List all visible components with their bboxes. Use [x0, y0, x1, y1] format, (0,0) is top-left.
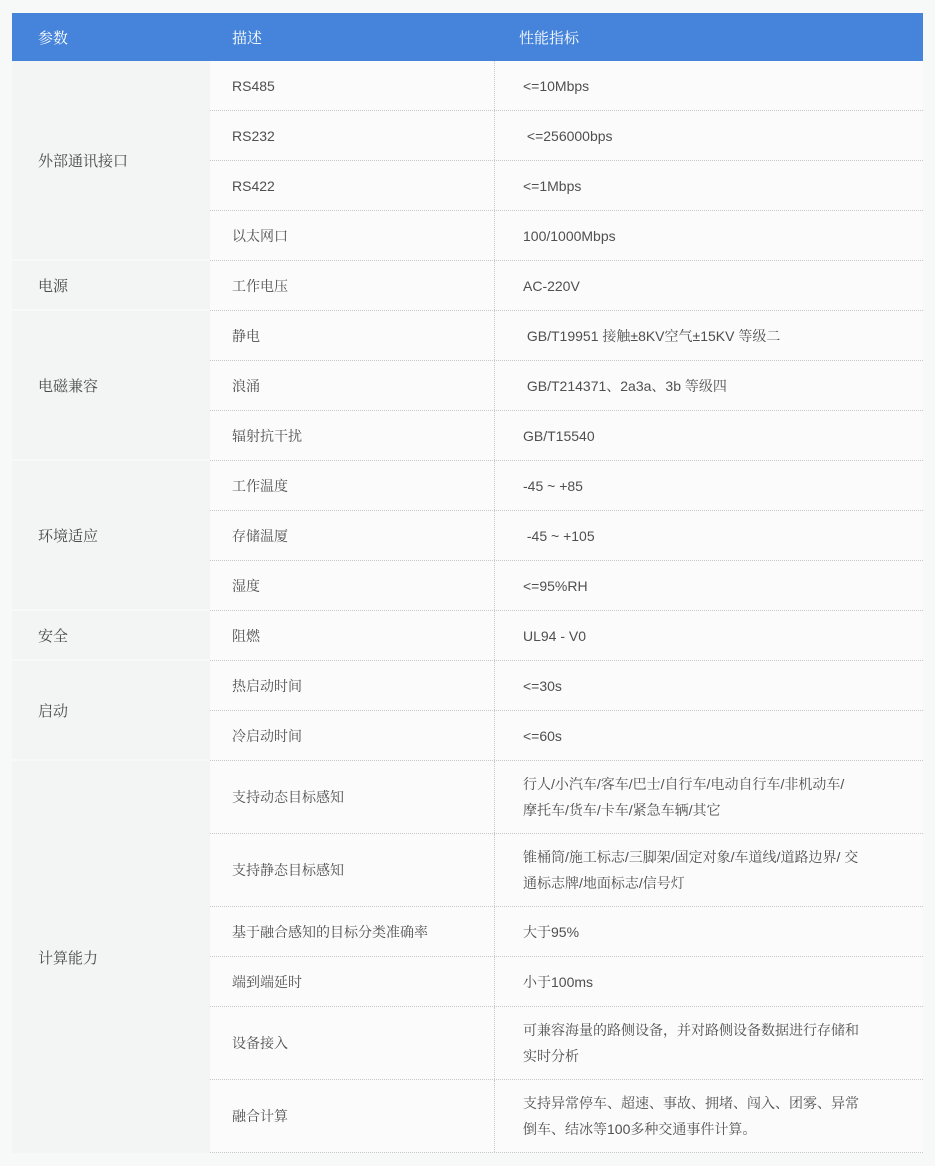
- param-cell: 电源: [12, 261, 210, 311]
- spec-group: [12, 261, 923, 311]
- value-cell: <=30s: [523, 677, 562, 694]
- desc-cell: 存储温厦: [210, 511, 495, 560]
- group-rows: [210, 61, 923, 261]
- spec-group: [12, 661, 923, 761]
- value-cell: AC-220V: [523, 277, 580, 294]
- desc-cell: 阻燃: [210, 611, 495, 660]
- value-cell: GB/T15540: [523, 427, 595, 444]
- desc-cell: RS485: [210, 61, 495, 110]
- desc-cell: 静电: [210, 311, 495, 360]
- value-cell: -45 ~ +85: [523, 477, 583, 494]
- value-cell: 行人/小汽车/客车/巴士/自行车/电动自行车/非机动车/ 摩托车/货车/卡车/紧急车辆/其它: [523, 776, 849, 818]
- table-row: [210, 261, 923, 311]
- table-body: [12, 61, 923, 1153]
- spec-group: [12, 61, 923, 261]
- desc-cell: 冷启动时间: [210, 711, 495, 760]
- param-cell: 环境适应: [12, 461, 210, 611]
- table-row: [210, 561, 923, 611]
- table-row: [210, 834, 923, 907]
- table-row: [210, 311, 923, 361]
- param-cell: 外部通讯接口: [12, 61, 210, 261]
- spec-group: [12, 461, 923, 611]
- value-cell: <=95%RH: [523, 577, 588, 594]
- desc-cell: 热启动时间: [210, 661, 495, 710]
- desc-cell: 浪涌: [210, 361, 495, 410]
- value-cell: <=1Mbps: [523, 177, 582, 194]
- desc-cell: 融合计算: [210, 1080, 495, 1152]
- desc-cell: 支持动态目标感知: [210, 761, 495, 833]
- column-header-param: 参数: [38, 29, 69, 47]
- table-row: [210, 211, 923, 261]
- group-rows: [210, 311, 923, 461]
- column-header-desc: 描述: [232, 29, 263, 47]
- column-header-value: 性能指标: [519, 29, 580, 47]
- value-cell: 小于100ms: [523, 973, 594, 990]
- desc-cell: 工作电压: [210, 261, 495, 310]
- desc-cell: 工作温度: [210, 461, 495, 510]
- table-row: [210, 957, 923, 1007]
- value-cell: <=10Mbps: [523, 77, 590, 94]
- table-row: [210, 111, 923, 161]
- table-row: [210, 61, 923, 111]
- desc-cell: 以太网口: [210, 211, 495, 260]
- desc-cell: RS422: [210, 161, 495, 210]
- value-cell: <=60s: [523, 727, 562, 744]
- table-row: [210, 761, 923, 834]
- spec-group: [12, 611, 923, 661]
- table-row: [210, 511, 923, 561]
- desc-cell: 支持静态目标感知: [210, 834, 495, 906]
- desc-cell: RS232: [210, 111, 495, 160]
- table-row: [210, 411, 923, 461]
- table-row: [210, 661, 923, 711]
- value-cell: 可兼容海量的路侧设备，并对路侧设备数据进行存储和实时分析: [523, 1022, 859, 1064]
- table-row: [210, 907, 923, 957]
- table-row: [210, 711, 923, 761]
- group-rows: [210, 661, 923, 761]
- desc-cell: 设备接入: [210, 1007, 495, 1079]
- value-cell: 100/1000Mbps: [523, 227, 616, 244]
- value-cell: 锥桶筒/施工标志/三脚架/固定对象/车道线/道路边界/ 交通标志牌/地面标志/信号灯: [523, 849, 859, 891]
- param-cell: 电磁兼容: [12, 311, 210, 461]
- group-rows: [210, 261, 923, 311]
- desc-cell: 湿度: [210, 561, 495, 610]
- table-header-row: [12, 13, 923, 61]
- table-row: [210, 161, 923, 211]
- desc-cell: 辐射抗干扰: [210, 411, 495, 460]
- value-cell: GB/T19951 接触±8KV空气±15KV 等级二: [523, 327, 781, 344]
- table-row: [210, 1007, 923, 1080]
- value-cell: 支持异常停车、超速、事故、拥堵、闯入、团雾、异常倒车、结冰等100多种交通事件计算。: [523, 1095, 859, 1137]
- table-row: [210, 1080, 923, 1153]
- spec-group: [12, 761, 923, 1153]
- spec-group: [12, 311, 923, 461]
- group-rows: [210, 461, 923, 611]
- desc-cell: 基于融合感知的目标分类准确率: [210, 907, 495, 956]
- group-rows: [210, 611, 923, 661]
- spec-table: [12, 13, 923, 1153]
- table-row: [210, 611, 923, 661]
- param-cell: 计算能力: [12, 761, 210, 1153]
- value-cell: GB/T214371、2a3a、3b 等级四: [523, 377, 727, 394]
- desc-cell: 端到端延时: [210, 957, 495, 1006]
- group-rows: [210, 761, 923, 1153]
- value-cell: <=256000bps: [523, 127, 613, 144]
- table-row: [210, 461, 923, 511]
- table-row: [210, 361, 923, 411]
- value-cell: -45 ~ +105: [523, 527, 595, 544]
- param-cell: 安全: [12, 611, 210, 661]
- value-cell: UL94 - V0: [523, 627, 587, 644]
- param-cell: 启动: [12, 661, 210, 761]
- value-cell: 大于95%: [523, 923, 580, 940]
